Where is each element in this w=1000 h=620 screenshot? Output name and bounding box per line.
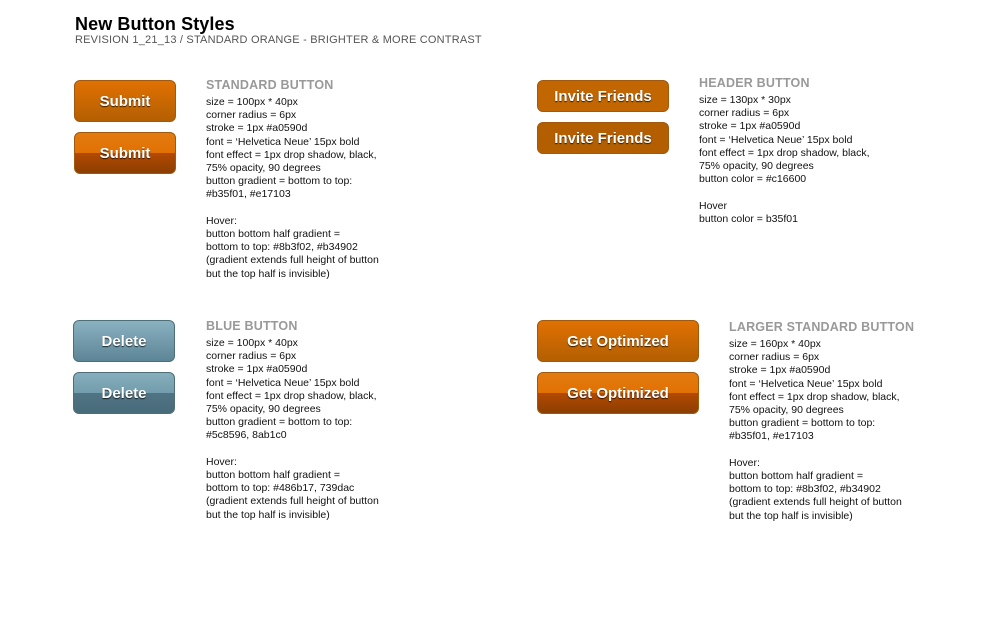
get-optimized-button[interactable]: Get Optimized [537, 320, 699, 362]
spec-line: size = 100px * 40px [206, 96, 298, 108]
header-button-spec [699, 76, 870, 226]
spec-line: (gradient extends full height of button [206, 254, 379, 267]
spec-line: stroke = 1px #a0590d [699, 120, 801, 133]
spec-line: but the top half is invisible) [206, 508, 330, 521]
larger-button-spec [729, 320, 914, 523]
spec-lines [729, 338, 914, 523]
page-subtitle: REVISION 1_21_13 / STANDARD ORANGE - BRIGHTER & MORE CONTRAST [75, 34, 482, 46]
spec-line: (gradient extends full height of button [206, 495, 379, 508]
spec-line: stroke = 1px #a0590d [206, 122, 308, 135]
invite-friends-button[interactable]: Invite Friends [537, 80, 669, 112]
spec-line: bottom to top: #8b3f02, #b34902 [729, 483, 881, 496]
spec-line: bottom to top: #486b17, 739dac [206, 482, 355, 495]
standard-button-heading: STANDARD BUTTON [206, 78, 334, 92]
spec-line: size = 100px * 40px [206, 337, 298, 349]
blue-button-spec [206, 319, 379, 522]
spec-line: 75% opacity, 90 degrees [729, 404, 844, 417]
spec-line: #b35f01, #e17103 [206, 188, 291, 201]
spacer [729, 444, 914, 457]
header-button-heading: HEADER BUTTON [699, 76, 810, 90]
get-optimized-button-hover[interactable]: Get Optimized [537, 372, 699, 414]
spec-line: font = ‘Helvetica Neue’ 15px bold [699, 133, 853, 146]
spec-line: font = ‘Helvetica Neue’ 15px bold [206, 135, 360, 148]
spec-line: #b35f01, #e17103 [729, 430, 814, 443]
spec-line: but the top half is invisible) [206, 267, 330, 280]
delete-button-hover[interactable]: Delete [73, 372, 175, 414]
spec-lines [206, 337, 379, 522]
spec-line: stroke = 1px #a0590d [729, 364, 831, 377]
spec-line: but the top half is invisible) [729, 509, 853, 522]
spacer [699, 186, 870, 199]
page-title: New Button Styles [75, 14, 235, 34]
spec-line: font effect = 1px drop shadow, black, [206, 389, 377, 402]
spacer [206, 202, 379, 215]
spec-lines [206, 96, 379, 281]
standard-button-spec [206, 78, 379, 281]
spec-line: size = 160px * 40px [729, 338, 821, 350]
spec-line: button bottom half gradient = [206, 469, 340, 482]
spec-line: 75% opacity, 90 degrees [206, 162, 321, 175]
spec-line: bottom to top: #8b3f02, #b34902 [206, 241, 358, 254]
spec-line: (gradient extends full height of button [729, 496, 902, 509]
spec-line: size = 130px * 30px [699, 94, 791, 106]
delete-button[interactable]: Delete [73, 320, 175, 362]
spacer [206, 443, 379, 456]
spec-line: font = ‘Helvetica Neue’ 15px bold [206, 376, 360, 389]
spec-line: font effect = 1px drop shadow, black, [206, 148, 377, 161]
spec-line: #5c8596, 8ab1c0 [206, 429, 287, 442]
spec-line: corner radius = 6px [729, 351, 820, 364]
spec-lines [699, 94, 870, 226]
spec-line: button gradient = bottom to top: [206, 416, 353, 429]
spec-line: corner radius = 6px [699, 107, 790, 120]
spec-line: corner radius = 6px [206, 109, 297, 122]
submit-button-hover[interactable]: Submit [74, 132, 176, 174]
submit-button[interactable]: Submit [74, 80, 176, 122]
spec-line: 75% opacity, 90 degrees [206, 403, 321, 416]
spec-line: corner radius = 6px [206, 350, 297, 363]
spec-line: font effect = 1px drop shadow, black, [729, 390, 900, 403]
spec-line: font effect = 1px drop shadow, black, [699, 146, 870, 159]
spec-line: Hover: [206, 214, 237, 227]
spec-line: Hover [699, 199, 728, 212]
spec-line: button bottom half gradient = [206, 228, 340, 241]
larger-button-heading: LARGER STANDARD BUTTON [729, 320, 915, 334]
spec-line: button color = b35f01 [699, 212, 798, 225]
spec-line: font = ‘Helvetica Neue’ 15px bold [729, 377, 883, 390]
spec-line: button bottom half gradient = [729, 470, 863, 483]
spec-line: button gradient = bottom to top: [206, 175, 353, 188]
spec-line: button gradient = bottom to top: [729, 417, 876, 430]
invite-friends-button-hover[interactable]: Invite Friends [537, 122, 669, 154]
spec-line: stroke = 1px #a0590d [206, 363, 308, 376]
spec-line: Hover: [206, 455, 237, 468]
spec-line: Hover: [729, 456, 760, 469]
spec-line: 75% opacity, 90 degrees [699, 160, 814, 173]
blue-button-heading: BLUE BUTTON [206, 319, 298, 333]
spec-line: button color = #c16600 [699, 173, 807, 186]
